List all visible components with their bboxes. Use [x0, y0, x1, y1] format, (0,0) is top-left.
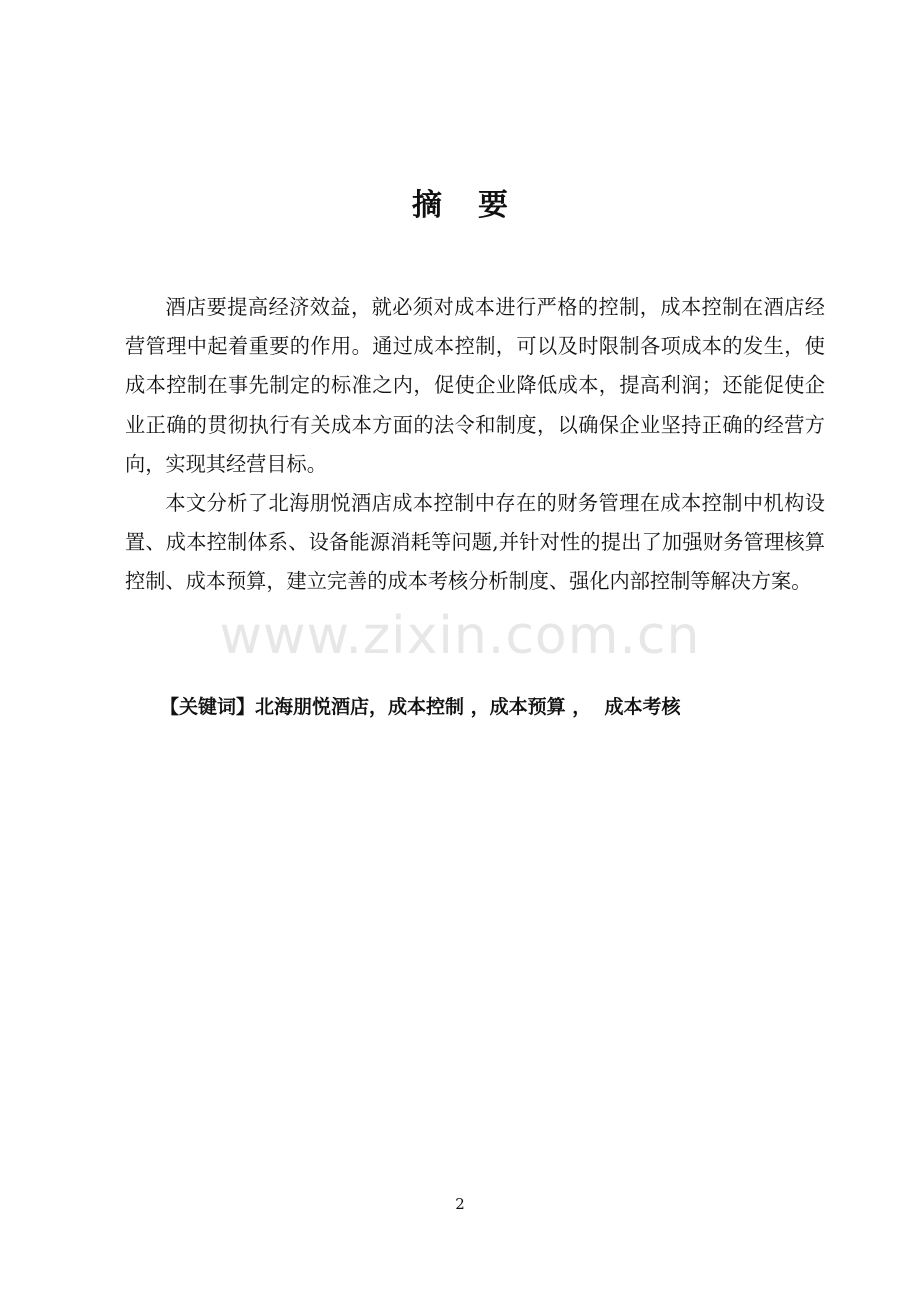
keywords-label: 【关键词】 — [160, 696, 256, 718]
abstract-title-char-1: 摘 — [412, 188, 442, 223]
abstract-title-char-2: 要 — [478, 188, 508, 223]
keywords-line — [160, 690, 860, 724]
abstract-body — [125, 288, 825, 602]
abstract-paragraph-1: 酒店要提高经济效益，就必须对成本进行严格的控制，成本控制在酒店经营管理中起着重要的作用。通过成本控制，可以及时限制各项成本的发生，使成本控制在事先制定的标准之内，促使企业降低成本，提高利润；还能促使企业正确的贯彻执行有关成本方面的法令和制度，以确保企业坚持正确的经营方向，实现其经营目标。 — [125, 295, 825, 476]
watermark: www.zixin.com.cn — [219, 606, 701, 666]
keywords-text: 北海朋悦酒店，成本控制 ，成本预算 ， 成本考核 — [255, 696, 681, 718]
abstract-paragraph-2: 本文分析了北海朋悦酒店成本控制中存在的财务管理在成本控制中机构设置、成本控制体系、设备能源消耗等问题,并针对性的提出了加强财务管理核算控制、成本预算，建立完善的成本考核分析制度、强化内部控制等解决方案。 — [125, 491, 825, 594]
abstract-title — [0, 186, 920, 226]
page-number: 2 — [455, 1195, 465, 1213]
